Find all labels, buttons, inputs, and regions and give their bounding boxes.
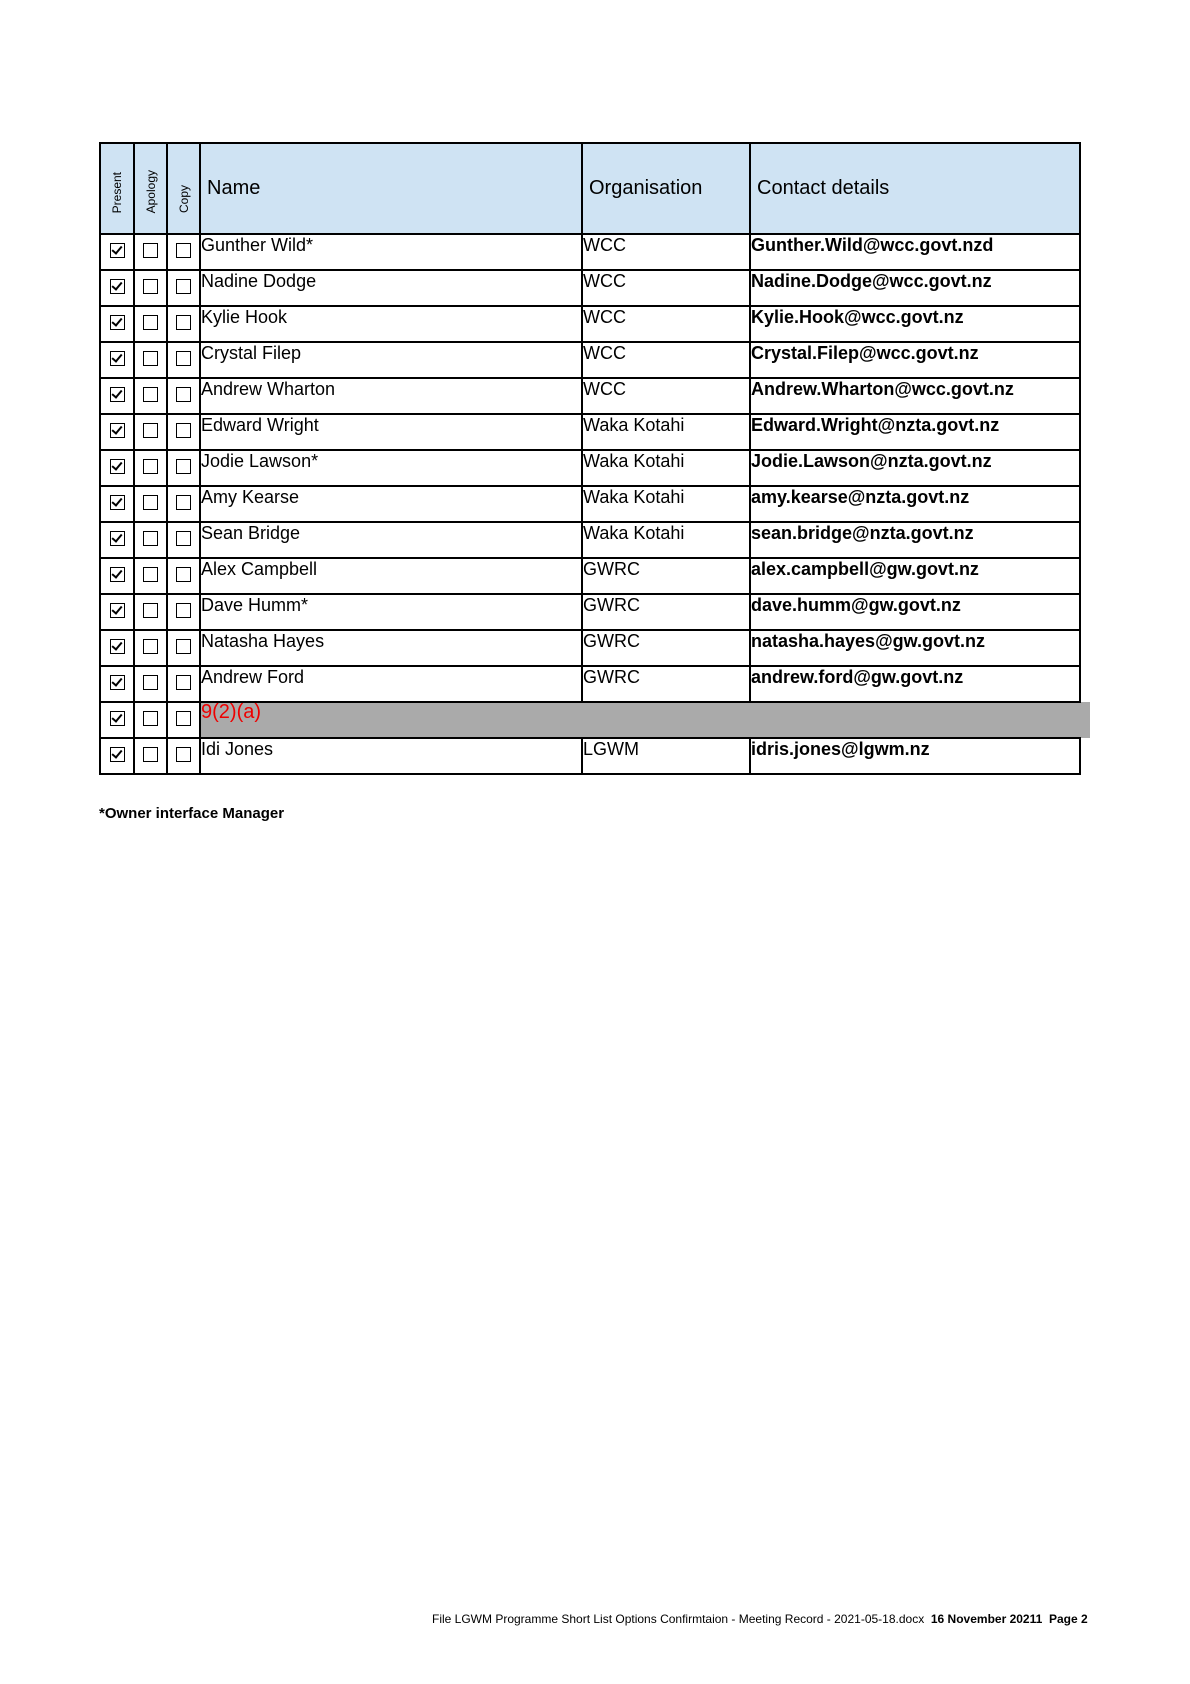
apology-cell [134,306,167,342]
organisation-cell: Waka Kotahi [582,486,750,522]
present-checkbox[interactable] [110,639,125,654]
apology-cell [134,450,167,486]
apology-cell [134,342,167,378]
name-cell: Jodie Lawson* [200,450,582,486]
table-row [100,666,1080,702]
present-cell [100,450,134,486]
name-cell: Amy Kearse [200,486,582,522]
apology-checkbox[interactable] [143,675,158,690]
apology-cell [134,522,167,558]
present-cell [100,594,134,630]
copy-checkbox[interactable] [176,279,191,294]
table-row [100,738,1080,774]
header-name: Name [200,143,582,234]
apology-checkbox[interactable] [143,531,158,546]
copy-cell [167,522,200,558]
organisation-cell: GWRC [582,630,750,666]
name-cell: Dave Humm* [200,594,582,630]
header-copy-label: Copy [176,184,191,213]
organisation-cell: WCC [582,234,750,270]
table-row [100,234,1080,270]
apology-checkbox[interactable] [143,315,158,330]
contact-email: natasha.hayes@gw.govt.nz [750,630,1080,666]
apology-cell [134,558,167,594]
contact-email: Crystal.Filep@wcc.govt.nz [750,342,1080,378]
present-checkbox[interactable] [110,351,125,366]
apology-checkbox[interactable] [143,639,158,654]
present-cell [100,414,134,450]
apology-cell [134,378,167,414]
header-apology [134,143,167,234]
present-cell [100,702,134,738]
contact-email: amy.kearse@nzta.govt.nz [750,486,1080,522]
copy-checkbox[interactable] [176,459,191,474]
copy-cell [167,342,200,378]
present-cell [100,378,134,414]
organisation-cell: GWRC [582,594,750,630]
copy-checkbox[interactable] [176,495,191,510]
apology-checkbox[interactable] [143,423,158,438]
name-cell: Natasha Hayes [200,630,582,666]
name-cell: Nadine Dodge [200,270,582,306]
apology-checkbox[interactable] [143,351,158,366]
header-apology-label: Apology [143,169,158,213]
present-checkbox[interactable] [110,387,125,402]
copy-cell [167,270,200,306]
apology-checkbox[interactable] [143,603,158,618]
table-row [100,630,1080,666]
contact-email: Kylie.Hook@wcc.govt.nz [750,306,1080,342]
table-row [100,306,1080,342]
footer-page: Page 2 [1048,1612,1088,1626]
name-cell: Andrew Ford [200,666,582,702]
apology-cell [134,594,167,630]
organisation-cell: WCC [582,342,750,378]
copy-checkbox[interactable] [176,387,191,402]
present-cell [100,666,134,702]
copy-checkbox[interactable] [176,711,191,726]
present-checkbox[interactable] [110,675,125,690]
header-row [100,143,1080,234]
apology-checkbox[interactable] [143,567,158,582]
copy-checkbox[interactable] [176,567,191,582]
organisation-cell: GWRC [582,666,750,702]
apology-checkbox[interactable] [143,459,158,474]
table-row [100,270,1080,306]
copy-cell [167,558,200,594]
redaction-code: 9(2)(a) [201,701,262,723]
copy-checkbox[interactable] [176,603,191,618]
organisation-cell: Waka Kotahi [582,522,750,558]
present-cell [100,234,134,270]
apology-checkbox[interactable] [143,711,158,726]
present-checkbox[interactable] [110,315,125,330]
organisation-cell: Waka Kotahi [582,414,750,450]
copy-cell [167,234,200,270]
table-row [100,450,1080,486]
name-cell: Gunther Wild* [200,234,582,270]
copy-cell [167,738,200,774]
present-checkbox[interactable] [110,495,125,510]
contact-email: Edward.Wright@nzta.govt.nz [750,414,1080,450]
copy-cell [167,306,200,342]
copy-checkbox[interactable] [176,747,191,762]
name-cell: Idi Jones [200,738,582,774]
copy-cell [167,594,200,630]
organisation-cell: WCC [582,306,750,342]
table-row [100,558,1080,594]
copy-checkbox[interactable] [176,675,191,690]
present-checkbox[interactable] [110,243,125,258]
contact-email: sean.bridge@nzta.govt.nz [750,522,1080,558]
apology-checkbox[interactable] [143,495,158,510]
copy-cell [167,666,200,702]
apology-cell [134,234,167,270]
present-checkbox[interactable] [110,531,125,546]
copy-cell [167,450,200,486]
header-organisation: Organisation [582,143,750,234]
contact-email: Gunther.Wild@wcc.govt.nzd [750,234,1080,270]
apology-cell [134,738,167,774]
apology-checkbox[interactable] [143,747,158,762]
name-cell: Crystal Filep [200,342,582,378]
apology-cell [134,270,167,306]
header-present [100,143,134,234]
present-checkbox[interactable] [110,603,125,618]
contact-email: alex.campbell@gw.govt.nz [750,558,1080,594]
footnote: *Owner interface Manager [99,805,285,822]
footer-file: File LGWM Programme Short List Options Confirmtaion - Meeting Record - 2021-05-18.docx [432,1612,925,1626]
contact-email: Jodie.Lawson@nzta.govt.nz [750,450,1080,486]
name-cell: Andrew Wharton [200,378,582,414]
header-present-label: Present [110,171,124,213]
copy-checkbox[interactable] [176,639,191,654]
copy-cell [167,414,200,450]
table-row [100,378,1080,414]
copy-cell [167,702,200,738]
copy-checkbox[interactable] [176,351,191,366]
table-row [100,702,1080,738]
name-cell: Kylie Hook [200,306,582,342]
present-checkbox[interactable] [110,747,125,762]
present-cell [100,342,134,378]
footer-date: 16 November 20211 [930,1612,1043,1626]
present-cell [100,558,134,594]
present-cell [100,630,134,666]
organisation-cell: GWRC [582,558,750,594]
apology-checkbox[interactable] [143,243,158,258]
contact-email: andrew.ford@gw.govt.nz [750,666,1080,702]
name-cell: Sean Bridge [200,522,582,558]
apology-cell [134,414,167,450]
present-checkbox[interactable] [110,459,125,474]
name-cell: Alex Campbell [200,558,582,594]
name-cell: Edward Wright [200,414,582,450]
present-cell [100,306,134,342]
attendance-table [99,142,1081,775]
header-contact: Contact details [750,143,1080,234]
header-copy [167,143,200,234]
apology-cell [134,630,167,666]
table-row [100,486,1080,522]
present-checkbox[interactable] [110,567,125,582]
contact-email: dave.humm@gw.govt.nz [750,594,1080,630]
organisation-cell: WCC [582,270,750,306]
organisation-cell: LGWM [582,738,750,774]
redacted-cell [200,702,1080,738]
copy-checkbox[interactable] [176,531,191,546]
contact-email: Nadine.Dodge@wcc.govt.nz [750,270,1080,306]
apology-checkbox[interactable] [143,387,158,402]
copy-cell [167,378,200,414]
table-row [100,414,1080,450]
contact-email: Andrew.Wharton@wcc.govt.nz [750,378,1080,414]
table-row [100,594,1080,630]
apology-cell [134,666,167,702]
copy-cell [167,630,200,666]
present-checkbox[interactable] [110,423,125,438]
organisation-cell: WCC [582,378,750,414]
present-cell [100,270,134,306]
page-footer [432,1612,1088,1626]
table-row [100,342,1080,378]
table-row [100,522,1080,558]
present-cell [100,738,134,774]
copy-cell [167,486,200,522]
apology-checkbox[interactable] [143,279,158,294]
apology-cell [134,486,167,522]
present-cell [100,522,134,558]
contact-email: idris.jones@lgwm.nz [750,738,1080,774]
copy-checkbox[interactable] [176,243,191,258]
present-cell [100,486,134,522]
copy-checkbox[interactable] [176,423,191,438]
present-checkbox[interactable] [110,279,125,294]
organisation-cell: Waka Kotahi [582,450,750,486]
copy-checkbox[interactable] [176,315,191,330]
apology-cell [134,702,167,738]
present-checkbox[interactable] [110,711,125,726]
